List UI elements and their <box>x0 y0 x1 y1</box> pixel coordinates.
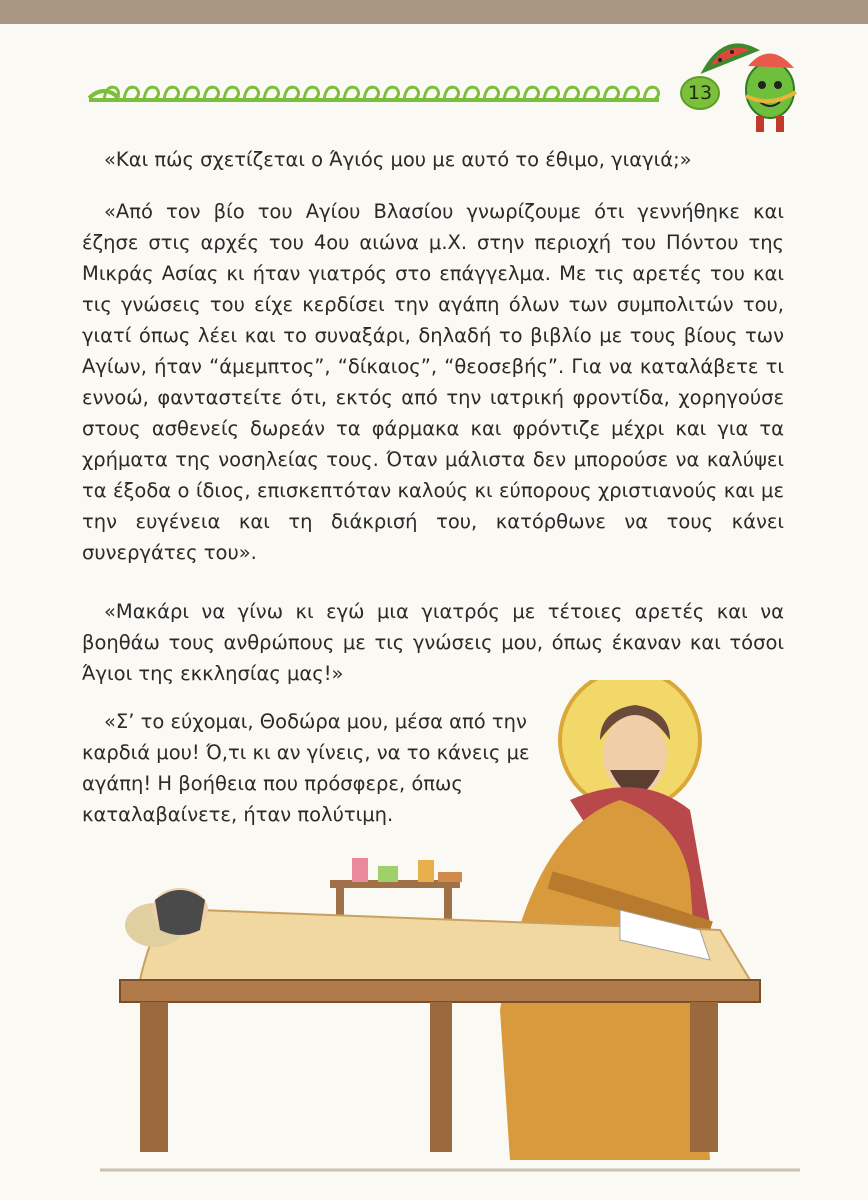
page-number: 13 <box>680 76 720 110</box>
saint-healing-illustration-icon <box>100 680 800 1180</box>
header-bar <box>0 0 868 24</box>
vine-border-icon <box>84 76 664 110</box>
paragraph-question: «Και πώς σχετίζεται ο Άγιός μου με αυτό το έθιμο, γιαγιά;» <box>104 148 692 171</box>
watermelon-mascot-icon <box>700 30 820 140</box>
paragraph-wish: «Μακάρι να γίνω κι εγώ μια γιατρός με τέτοιες αρετές και να βοηθάω τους ανθρώπους με τις γνώσεις μου, όπως έκαναν και τόσοι Άγιοι της εκκλησίας μας!» <box>82 600 784 685</box>
paragraph-blessing: «Σ’ το εύχομαι, Θοδώρα μου, μέσα από την καρδιά μου! Ό,τι κι αν γίνεις, να το κάνεις με αγάπη! Η βοήθεια που πρόσφερε, όπως καταλαβαίνετε, ήταν πολύτιμη. <box>82 710 530 826</box>
paragraph-saint-life: «Από τον βίο του Αγίου Βλασίου γνωρίζουμε ότι γεννήθηκε και έζησε στις αρχές του 4ου αιώνα μ.Χ. στην περιοχή του Πόντου της Μικράς Ασίας κι ήταν γιατρός στο επάγγελμα. Με τις αρετές του και τις γνώσεις του είχε κερδίσει την αγάπη όλων των συμπολιτών του, γιατί όπως λέει και το συναξάρι, δηλαδή το βιβλίο με τους βίους των Αγίων, ήταν “άμεμπτος”, “δίκαιος”, “θεοσεβής”. Για να καταλάβετε τι εννοώ, φανταστείτε ότι, εκτός από την ιατρική φροντίδα, χορηγούσε στους ασθενείς δωρεάν τα φάρμακα και φρόντιζε μέχρι και για τα χρήματα της νοσηλείας τους. Όταν μάλιστα δεν μπορούσε να καλύψει τα έξοδα ο ίδιος, επισκεπτόταν καλούς κι εύπορους χριστιανούς και με την ευγένεια και τη διάκρισή του, κατόρθωνε να τους κάνει συνεργάτες του». <box>82 200 784 564</box>
